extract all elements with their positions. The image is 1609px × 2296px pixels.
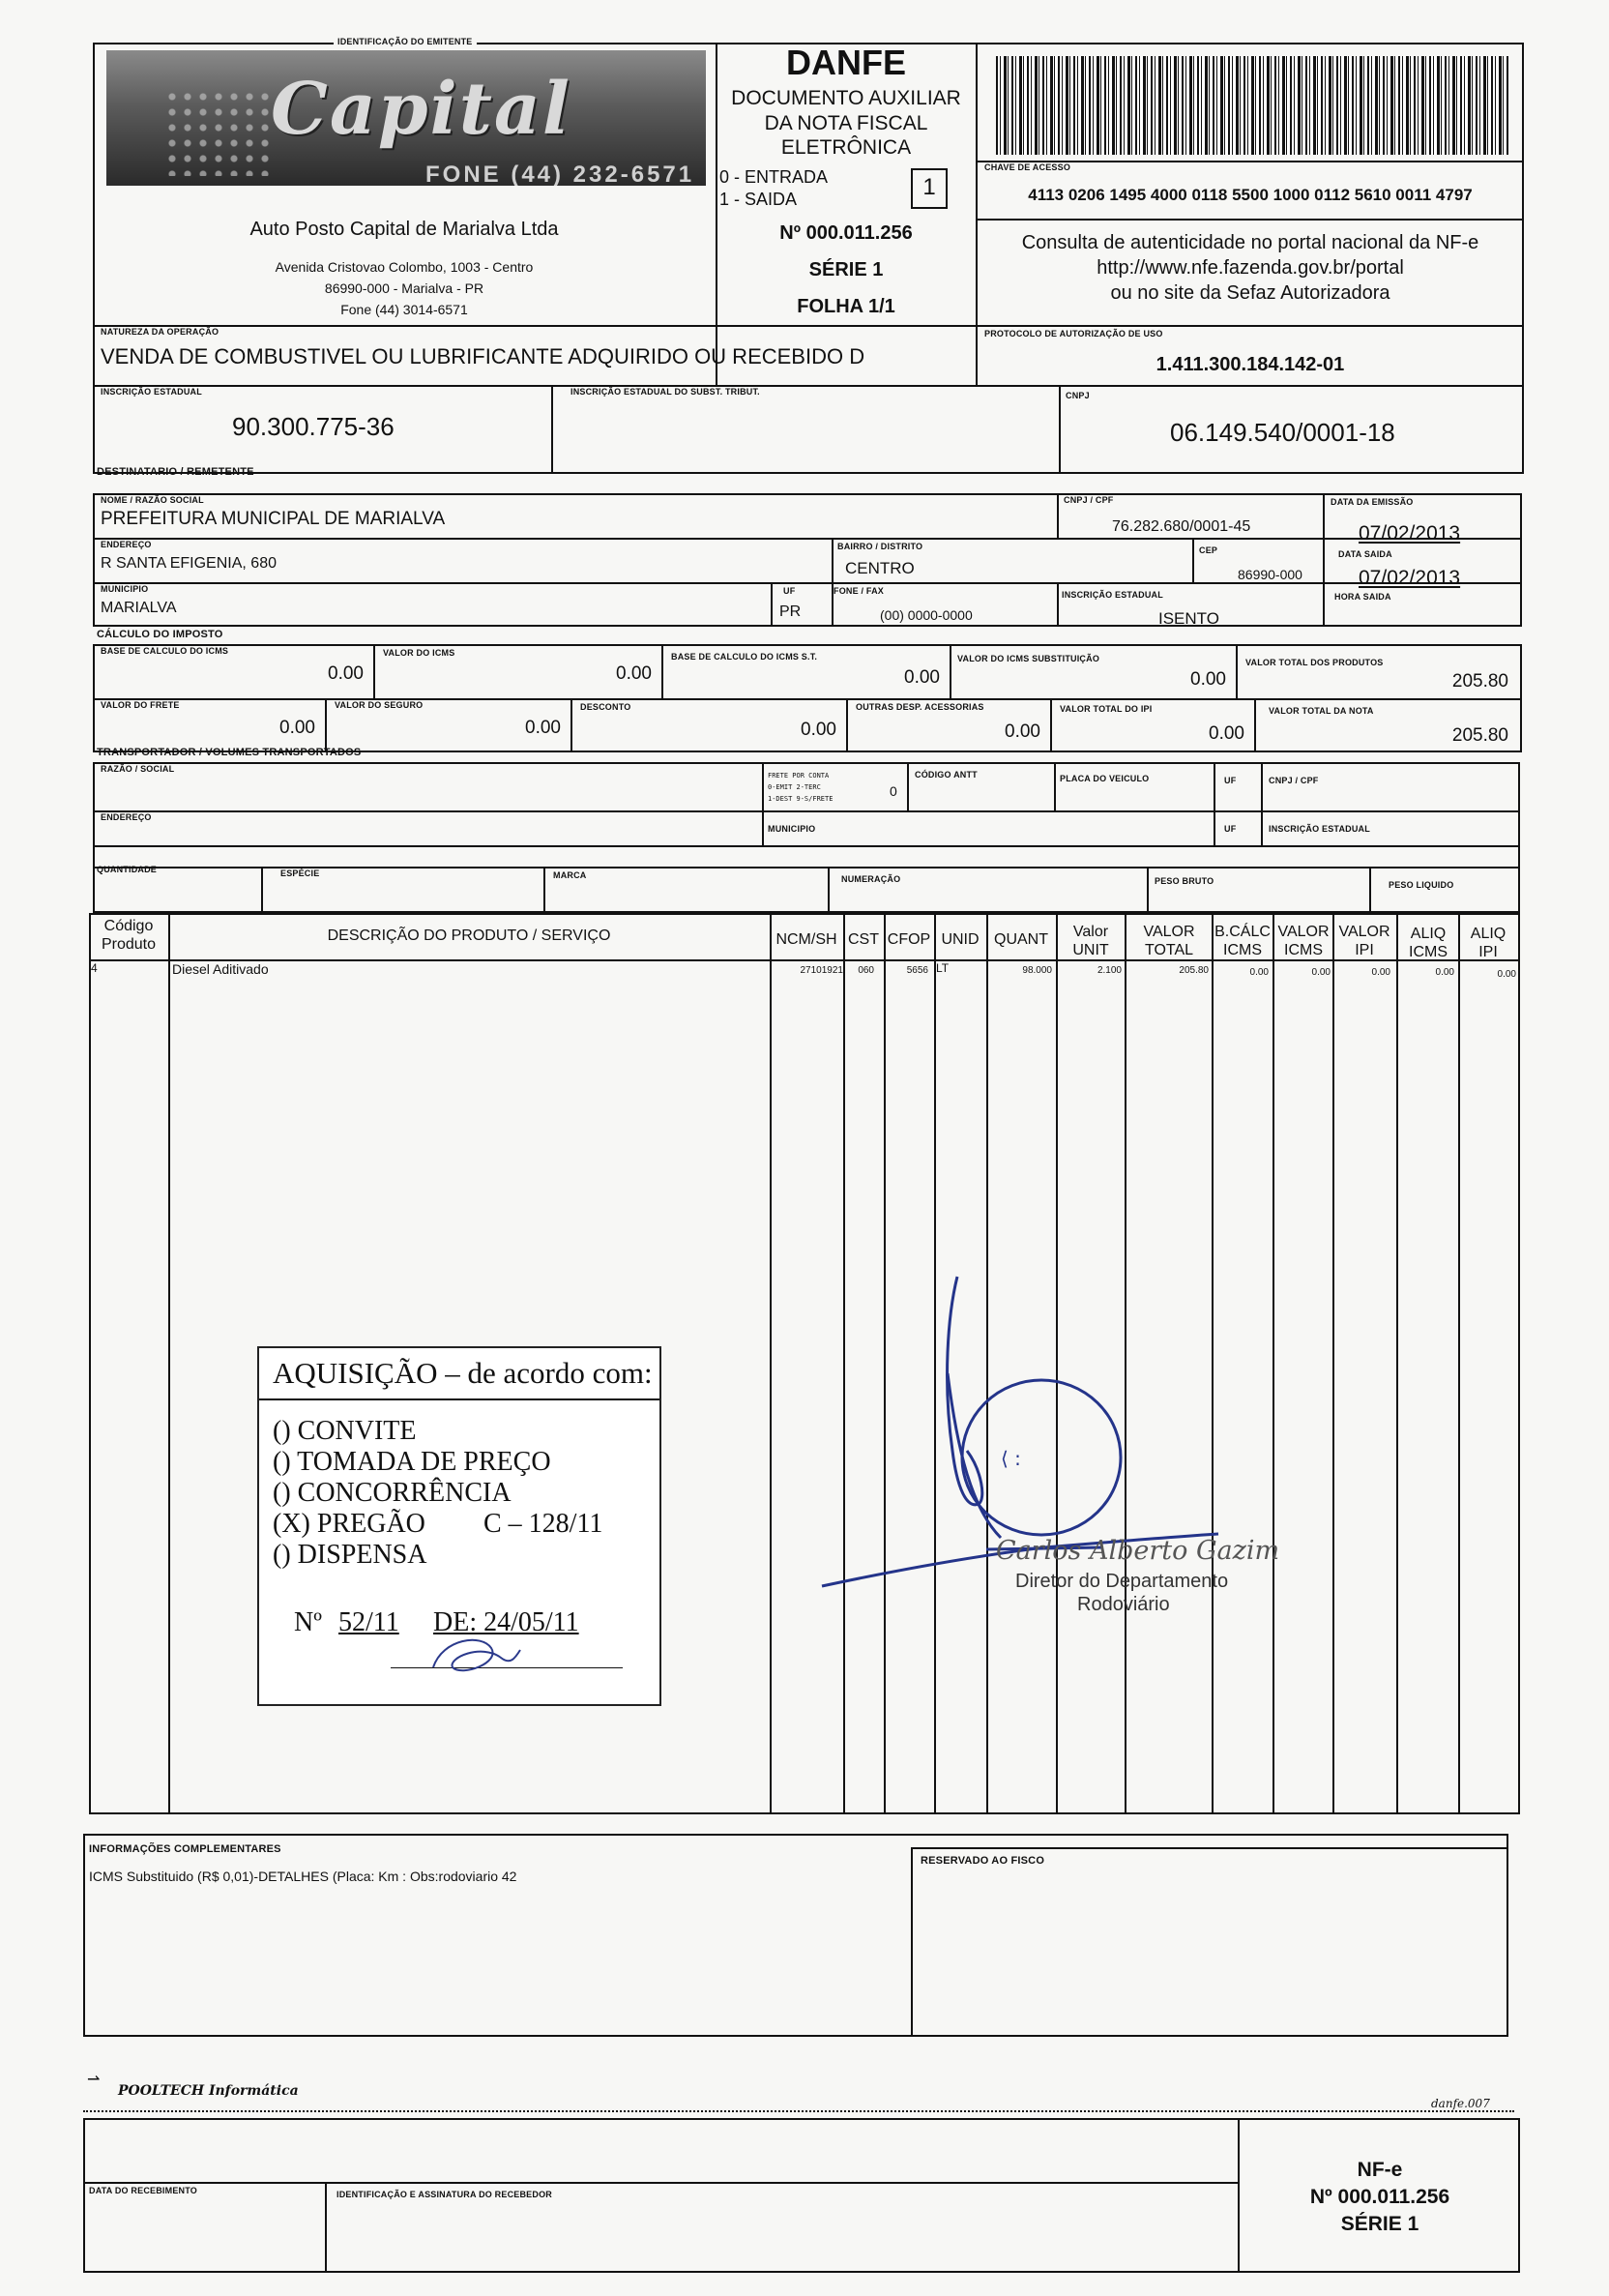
nota-value: 205.80 [1451, 725, 1508, 746]
dest-emissao-value: 07/02/2013 [1359, 522, 1461, 545]
col-ncm: NCM/SH [775, 931, 837, 948]
col-codigo: Código Produto [101, 918, 157, 953]
cnpj-label: CNPJ [1066, 391, 1090, 400]
stamp-dispensa: () DISPENSA [273, 1540, 427, 1570]
desconto-label: DESCONTO [580, 702, 631, 712]
signer-role-1: Diretor do Departamento [1015, 1571, 1229, 1592]
numeracao-label: NUMERAÇÃO [841, 874, 901, 884]
cell-descricao: Diesel Aditivado [172, 961, 269, 977]
entrada-label: 0 - ENTRADA [719, 167, 829, 187]
dest-bairro-label: BAIRRO / DISTRITO [837, 542, 923, 551]
cell-v-ipi: 0.00 [1371, 967, 1390, 978]
cell-unid: LT [936, 961, 950, 975]
qtd-label: QUANTIDADE [97, 865, 157, 874]
ipi-label: VALOR TOTAL DO IPI [1060, 704, 1153, 714]
frete-conta-value: 0 [890, 783, 897, 799]
especie-label: ESPÉCIE [280, 868, 320, 878]
dest-bairro-value: CENTRO [845, 559, 915, 577]
logo-phone: FONE (44) 232-6571 [425, 162, 695, 186]
col-quant: QUANT [994, 931, 1048, 948]
info-label: INFORMAÇÕES COMPLEMENTARES [89, 1843, 281, 1855]
cell-codigo: 4 [91, 961, 98, 975]
access-key-barcode [996, 56, 1508, 155]
dest-saida-value: 07/02/2013 [1359, 567, 1461, 589]
svg-text:⟨ :: ⟨ : [1001, 1447, 1021, 1470]
danfe-sub-1: DOCUMENTO AUXILIAR [731, 87, 961, 109]
stamp-num: 52/11 [338, 1607, 399, 1637]
col-unit: Valor UNIT [1072, 924, 1109, 958]
col-aliq-icms: ALIQ ICMS [1409, 926, 1448, 960]
transp-cnpj-label: CNPJ / CPF [1269, 776, 1319, 785]
company-logo [106, 50, 706, 186]
nf-serie: SÉRIE 1 [808, 259, 884, 280]
dest-nome-label: NOME / RAZÃO SOCIAL [101, 495, 204, 505]
seguro-label: VALOR DO SEGURO [335, 700, 424, 710]
v-prod-label: VALOR TOTAL DOS PRODUTOS [1245, 658, 1384, 667]
dest-municipio-value: MARIALVA [101, 600, 177, 616]
stamp-pregao: (X) PREGÃO [273, 1509, 425, 1539]
dest-saida-label: DATA SAIDA [1338, 549, 1392, 559]
cell-ncm: 27101921 [800, 965, 843, 976]
dest-uf-label: UF [783, 586, 796, 596]
tipo-value: 1 [922, 174, 936, 200]
dest-uf-value: PR [779, 603, 802, 620]
col-v-icms: VALOR ICMS [1277, 924, 1330, 958]
cell-cfop: 5656 [906, 965, 928, 976]
v-st-label: VALOR DO ICMS SUBSTITUIÇÃO [957, 654, 1100, 663]
ipi-value: 0.00 [1209, 723, 1244, 744]
outras-value: 0.00 [1005, 721, 1040, 742]
cell-v-icms: 0.00 [1311, 967, 1331, 978]
receipt-nfe-serie: SÉRIE 1 [1340, 2213, 1419, 2235]
company-address-2: 86990-000 - Marialva - PR [324, 280, 484, 296]
cell-unit: 2.100 [1097, 965, 1122, 976]
bc-icms-value: 0.00 [328, 663, 364, 684]
chave-value: 4113 0206 1495 4000 0118 5500 1000 0112 5610 0011 4797 [1028, 186, 1473, 204]
nota-label: VALOR TOTAL DA NOTA [1269, 706, 1374, 716]
pooltech-brand: POOLTECH Informática [118, 2083, 299, 2099]
frete-conta-2: 0-EMIT 2-TERC [768, 783, 821, 791]
logo-text: Capital [271, 68, 571, 151]
stamp-initials [424, 1629, 530, 1687]
dest-cep-label: CEP [1199, 545, 1218, 555]
destinatario-section: DESTINATARIO / REMETENTE [97, 466, 254, 478]
ie-st-label: INSCRIÇÃO ESTADUAL DO SUBST. TRIBUT. [570, 387, 760, 397]
dest-endereco-label: ENDEREÇO [101, 540, 152, 549]
dest-cep-value: 86990-000 [1238, 567, 1302, 582]
transp-ie-label: INSCRIÇÃO ESTADUAL [1269, 824, 1370, 834]
signer-role-2: Rodoviário [1077, 1594, 1170, 1615]
info-frame [83, 1834, 1508, 2037]
outras-label: OUTRAS DESP. ACESSORIAS [856, 702, 984, 712]
receb-label: DATA DO RECEBIMENTO [89, 2186, 197, 2195]
cell-aliq-ipi: 0.00 [1497, 969, 1516, 980]
receipt-nfe: NF-e [1357, 2159, 1403, 2181]
antt-label: CÓDIGO ANTT [915, 770, 978, 780]
frete-conta-3: 1-DEST 9-S/FRETE [768, 795, 834, 803]
transp-razao-label: RAZÃO / SOCIAL [101, 764, 175, 774]
col-cfop: CFOP [887, 931, 931, 948]
v-st-value: 0.00 [1190, 669, 1226, 690]
bc-icms-label: BASE DE CALCULO DO ICMS [101, 646, 229, 656]
consulta-1: Consulta de autenticidade no portal nacional da NF-e [1021, 232, 1479, 253]
dest-cnpj-label: CNPJ / CPF [1064, 495, 1114, 505]
col-bc-icms: B.CÁLC ICMS [1214, 924, 1271, 958]
cell-aliq-icms: 0.00 [1435, 967, 1454, 978]
chave-label: CHAVE DE ACESSO [984, 162, 1071, 172]
consulta-2: http://www.nfe.fazenda.gov.br/portal [1097, 257, 1404, 279]
nf-folha: FOLHA 1/1 [797, 296, 895, 317]
transp-uf-label: UF [1224, 776, 1237, 785]
dest-ie-value: ISENTO [1158, 609, 1219, 628]
dest-municipio-label: MUNICIPIO [101, 584, 149, 594]
cut-line [83, 2110, 1514, 2112]
stamp-concorrencia: () CONCORRÊNCIA [273, 1478, 512, 1508]
col-cst: CST [848, 931, 879, 948]
bc-st-label: BASE DE CALCULO DO ICMS S.T. [671, 652, 818, 662]
frete-label: VALOR DO FRETE [101, 700, 180, 710]
natureza-label: NATUREZA DA OPERAÇÃO [101, 327, 219, 337]
pooltech-icon: ⇀ [87, 2072, 101, 2088]
danfe-title: DANFE [786, 43, 906, 82]
stamp-convite: () CONVITE [273, 1416, 417, 1446]
transporte-section: TRANSPORTADOR / VOLUMES TRANSPORTADOS [97, 747, 362, 758]
stamp-title: AQUISIÇÃO – de acordo com: [273, 1356, 653, 1390]
col-unid: UNID [941, 931, 980, 948]
frete-conta-1: FRETE POR CONTA [768, 772, 830, 780]
table-row [89, 959, 1520, 988]
transp-municipio-label: MUNICIPIO [768, 824, 816, 834]
danfe-code: danfe.007 [1431, 2097, 1490, 2110]
natureza-value: VENDA DE COMBUSTIVEL OU LUBRIFICANTE ADQUIRIDO OU RECEBIDO D [101, 344, 865, 368]
ie-label: INSCRIÇÃO ESTADUAL [101, 387, 202, 397]
v-prod-value: 205.80 [1451, 671, 1508, 692]
protocolo-value: 1.411.300.184.142-01 [1156, 354, 1345, 375]
seguro-value: 0.00 [525, 718, 561, 738]
dest-cnpj-value: 76.282.680/0001-45 [1112, 518, 1251, 535]
dest-endereco-value: R SANTA EFIGENIA, 680 [101, 555, 277, 572]
danfe-sub-2: DA NOTA FISCAL [764, 112, 928, 134]
dest-nome-value: PREFEITURA MUNICIPAL DE MARIALVA [101, 509, 446, 529]
cell-total: 205.80 [1179, 965, 1209, 976]
acquisition-stamp [257, 1346, 661, 1706]
ident-label: IDENTIFICAÇÃO E ASSINATURA DO RECEBEDOR [336, 2190, 552, 2199]
transp-endereco-label: ENDEREÇO [101, 812, 152, 822]
col-v-ipi: VALOR IPI [1338, 924, 1390, 958]
signer-name: Carlos Alberto Gazim [996, 1536, 1280, 1566]
frete-value: 0.00 [279, 718, 315, 738]
v-icms-value: 0.00 [616, 663, 652, 684]
company-address-1: Avenida Cristovao Colombo, 1003 - Centro [275, 259, 534, 275]
bruto-label: PESO BRUTO [1155, 876, 1214, 886]
transp-uf2-label: UF [1224, 824, 1237, 834]
company-name: Auto Posto Capital de Marialva Ltda [249, 219, 559, 240]
danfe-sub-3: ELETRÔNICA [780, 136, 912, 159]
dest-fone-value: (00) 0000-0000 [880, 607, 973, 623]
dest-hora-label: HORA SAIDA [1334, 592, 1391, 602]
col-total: VALOR TOTAL [1143, 924, 1195, 958]
nf-number: Nº 000.011.256 [779, 222, 913, 244]
dest-fone-label: FONE / FAX [834, 586, 885, 596]
info-value: ICMS Substituido (R$ 0,01)-DETALHES (Placa: Km : Obs:rodoviario 42 [89, 1869, 517, 1884]
stamp-num-prefix: Nº [294, 1607, 322, 1637]
company-address-3: Fone (44) 3014-6571 [340, 302, 468, 317]
fisco-label: RESERVADO AO FISCO [921, 1855, 1045, 1867]
stamp-pregao-num: C – 128/11 [483, 1509, 603, 1539]
col-descricao: DESCRIÇÃO DO PRODUTO / SERVIÇO [327, 927, 611, 944]
ie-value: 90.300.775-36 [232, 412, 395, 441]
col-aliq-ipi: ALIQ IPI [1470, 926, 1507, 960]
marca-label: MARCA [553, 870, 587, 880]
signature [812, 1257, 1267, 1625]
imposto-section: CÁLCULO DO IMPOSTO [97, 629, 223, 640]
protocolo-label: PROTOCOLO DE AUTORIZAÇÃO DE USO [984, 329, 1163, 339]
stamp-tomada: () TOMADA DE PREÇO [273, 1447, 551, 1477]
desconto-value: 0.00 [801, 720, 836, 740]
saida-label: 1 - SAIDA [719, 190, 798, 209]
consulta-3: ou no site da Sefaz Autorizadora [1110, 282, 1390, 304]
stamp-date: DE: 24/05/11 [433, 1607, 579, 1637]
receipt-nfe-num: Nº 000.011.256 [1309, 2186, 1450, 2208]
cell-quant: 98.000 [1022, 965, 1052, 976]
dest-ie-label: INSCRIÇÃO ESTADUAL [1062, 590, 1163, 600]
dest-emissao-label: DATA DA EMISSÃO [1331, 497, 1414, 507]
liquido-label: PESO LIQUIDO [1389, 880, 1454, 890]
v-icms-label: VALOR DO ICMS [383, 648, 455, 658]
emitente-label: IDENTIFICAÇÃO DO EMITENTE [334, 37, 477, 46]
bc-st-value: 0.00 [904, 667, 940, 688]
cnpj-value: 06.149.540/0001-18 [1170, 418, 1395, 447]
cell-cst: 060 [858, 965, 874, 976]
placa-label: PLACA DO VEICULO [1060, 774, 1150, 783]
cell-bc-icms: 0.00 [1249, 967, 1269, 978]
